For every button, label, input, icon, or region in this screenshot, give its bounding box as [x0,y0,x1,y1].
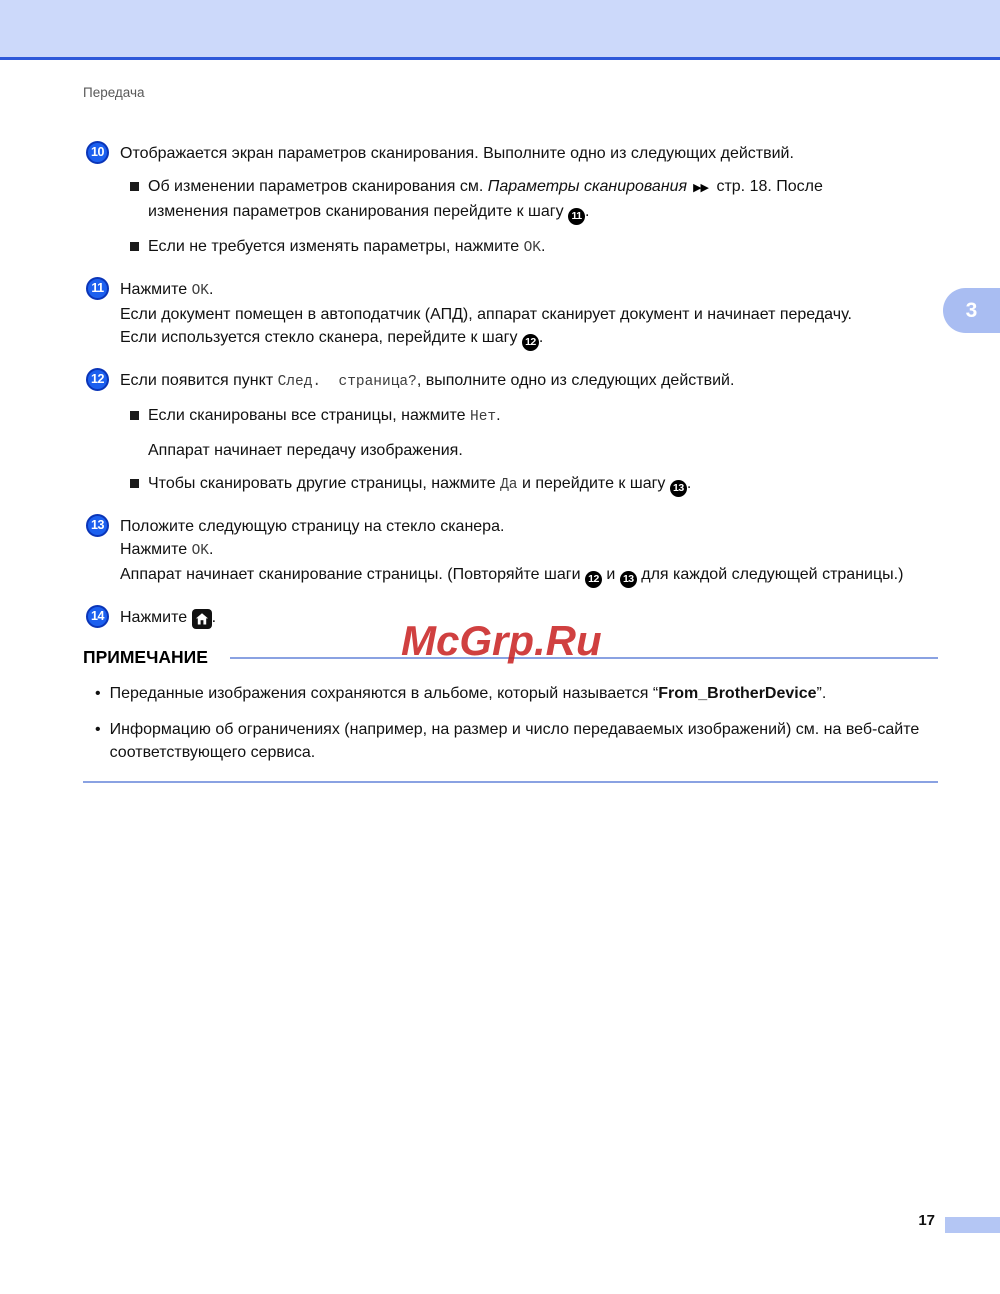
bullet-item [120,175,938,225]
note-bullet [83,682,938,705]
home-icon [192,609,212,629]
step-ref-badge: 11 [568,208,585,225]
lcd-key-label: OK [191,543,209,559]
dot-bullet-icon: • [95,685,101,702]
note-divider [83,781,938,783]
bullet-text: Чтобы сканировать другие страницы, нажмите Да и перейдите к шагу 13 . [148,472,691,497]
step-ref-badge: 12 [522,334,539,351]
lcd-key-label: Нет [470,409,497,425]
top-banner [0,0,1000,60]
square-bullet-icon [130,411,139,420]
note-text: Переданные изображения сохраняются в альбоме, который называется “From_BrotherDevice”. [109,685,827,702]
lcd-key-label: Да [500,477,518,493]
step-text: Если используется стекло сканера, перейдите к шагу 12 . [120,326,938,351]
step-text: Нажмите OK. [120,541,214,559]
page-content [83,141,938,783]
step-body [120,514,938,588]
step-number-badge: 14 [86,605,109,628]
lcd-message-label: След. страница? [277,374,417,390]
lcd-key-label: OK [523,240,541,256]
square-bullet-icon [130,242,139,251]
step-text: Нажмите . [120,606,938,629]
note-title: ПРИМЕЧАНИЕ [83,647,208,667]
step-11 [86,277,938,351]
step-body [120,368,938,497]
step-text: Отображается экран параметров сканирования. Выполните одно из следующих действий. [120,145,794,162]
step-number-badge: 12 [86,368,109,391]
step-body [120,141,938,260]
step-text: Если документ помещен в автоподатчик (АПД), аппарат сканирует документ и начинает передачу. [120,306,852,323]
step-ref-badge: 13 [620,571,637,588]
dot-bullet-icon: • [95,721,101,738]
watermark: McGrp.Ru [401,617,602,664]
bullet-text: Если сканированы все страницы, нажмите Нет. [148,407,501,425]
step-10 [86,141,938,260]
step-text: Если появится пункт След. страница?, выполните одно из следующих действий. [120,372,735,390]
bullet-item [120,235,938,260]
chapter-tab-number: 3 [965,298,978,322]
step-ref-badge: 13 [670,480,687,497]
footer-accent-bar [945,1217,1000,1233]
album-name: From_BrotherDevice [658,685,817,702]
square-bullet-icon [130,479,139,488]
bullet-text: Об изменении параметров сканирования см. Параметры сканирования ▶▶ стр. 18. После изменения параметров сканирования перейдите к шагу 11 . [148,175,898,225]
bullet-item [120,404,938,429]
step-text: Нажмите OK. [120,281,214,299]
lcd-key-label: OK [191,283,209,299]
running-header: Передача [83,85,145,100]
bullet-subtext: Аппарат начинает передачу изображения. [148,442,463,459]
page-number: 17 [918,1212,935,1229]
note-text: Информацию об ограничениях (например, на размер и число передаваемых изображений) см. на веб-сайте соответствующего сервиса. [109,721,920,761]
square-bullet-icon [130,182,139,191]
reference-title: Параметры сканирования [487,178,688,195]
step-number-badge: 10 [86,141,109,164]
note-section [83,646,938,783]
step-body [120,277,938,351]
step-text: Аппарат начинает сканирование страницы. (Повторяйте шаги 12 и 13 для каждой следующей страницы.) [120,563,938,588]
step-ref-badge: 12 [585,571,602,588]
step-12 [86,368,938,497]
chapter-tab [943,288,1000,333]
bullet-item [120,472,938,497]
step-13 [86,514,938,588]
bullet-text: Если не требуется изменять параметры, нажмите OK. [148,238,546,256]
step-number-badge: 13 [86,514,109,537]
step-text: Положите следующую страницу на стекло сканера. [120,518,505,535]
note-bullet [83,718,938,764]
double-arrow-icon: ▶▶ [693,182,708,194]
step-number-badge: 11 [86,277,109,300]
